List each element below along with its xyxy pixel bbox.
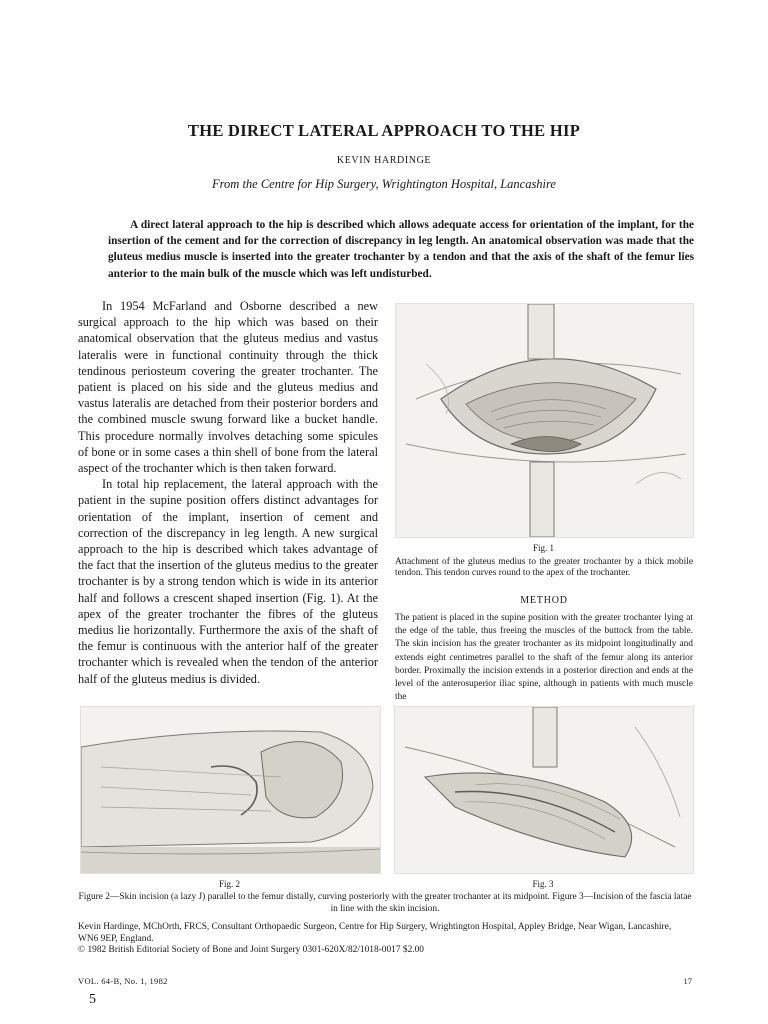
figure-1-label: Fig. 1: [532, 543, 554, 553]
copyright-line: © 1982 British Editorial Society of Bone and Joint Surgery 0301-620X/82/1018-0017 $2.00: [78, 945, 424, 955]
page-number: 17: [683, 976, 692, 986]
method-text: The patient is placed in the supine position with the greater trochanter lying at the edge of the table, thus freeing the muscles of the buttock from the table. The skin incision has the greater trochanter as its midpoint longitudinally and extends eight centimetres parallel to the shaft of the femur along its anterior border. Proximally the incision extends in a posterior direction and ends at the level of the anterosuperior iliac spine, although in patients with much muscle the: [395, 613, 693, 703]
author-affiliation: From the Centre for Hip Surgery, Wrightington Hospital, Lancashire: [212, 177, 556, 191]
figure-3-label: Fig. 3: [532, 879, 554, 889]
author-footnote: [78, 922, 692, 957]
figure-2-illustration: [80, 706, 381, 874]
journal-citation: VOL. 64-B, No. 1, 1982: [78, 976, 168, 986]
body-paragraph: In total hip replacement, the lateral approach with the patient in the supine position offers distinct advantages for orientation of the implant, insertion of cement and correction of the discrepancy in leg length. A new surgical approach to the hip is described which takes advantage of the fact that the insertion of the gluteus medius to the greater trochanter is by a strong tendon which is wide in its anterior half and follows a crescent shaped insertion (Fig. 1). At the apex of the greater trochanter the fibres of the gluteus medius lie horizontally. Furthermore the axis of the shaft of the femur is continuous with the anterior half of the greater trochanter which is revealed when the tendon of the anterior half of the gluteus medius is divided.: [78, 477, 378, 686]
abstract: A direct lateral approach to the hip is described which allows adequate access for orientation of the implant, for the insertion of the cement and for the correction of discrepancy in leg length. An anatomical observation was made that the gluteus medius muscle is inserted into the greater trochanter by a tendon and that the axis of the shaft of the femur lies anterior to the main bulk of the muscle which was left undisturbed.: [108, 219, 694, 280]
figure-1-caption: Attachment of the gluteus medius to the greater trochanter by a thick mobile tendon. This tendon curves round to the apex of the trochanter.: [395, 557, 693, 579]
figure-3-illustration: [394, 706, 694, 874]
section-heading-method: METHOD: [520, 595, 568, 606]
paper-title: THE DIRECT LATERAL APPROACH TO THE HIP: [187, 121, 581, 140]
figure-1-illustration: [395, 303, 694, 538]
page-mark: 5: [89, 992, 96, 1007]
author-name: KEVIN HARDINGE: [336, 155, 432, 166]
author-details: Kevin Hardinge, MChOrth, FRCS, Consultant Orthopaedic Surgeon, Centre for Hip Surgery, Wrightington Hospital, Appley Bridge, Near Wigan, Lancashire, WN6 9EP, England.: [78, 922, 672, 944]
body-paragraph: In 1954 McFarland and Osborne described a new surgical approach to the hip which was based on their anatomical observation that the gluteus medius and vastus lateralis were in functional continuity through the thick tendinous periosteum covering the greater trochanter. The patient is placed on his side and the gluteus medius and vastus lateralis are detached from their posterior borders and the combined muscle swung forward like a bucket handle. This procedure normally involves detaching some spicules of bone or in some cases a thin shell of bone from the lateral aspect of the trochanter which is then taken forward.: [78, 299, 378, 476]
figures-2-3-caption: Figure 2—Skin incision (a lazy J) parallel to the femur distally, curving posteriorly with the greater trochanter at its midpoint. Figure 3—Incision of the fascia latae in line with the skin incision.: [78, 892, 692, 914]
body-text: [78, 298, 378, 687]
figure-2-label: Fig. 2: [218, 879, 240, 889]
